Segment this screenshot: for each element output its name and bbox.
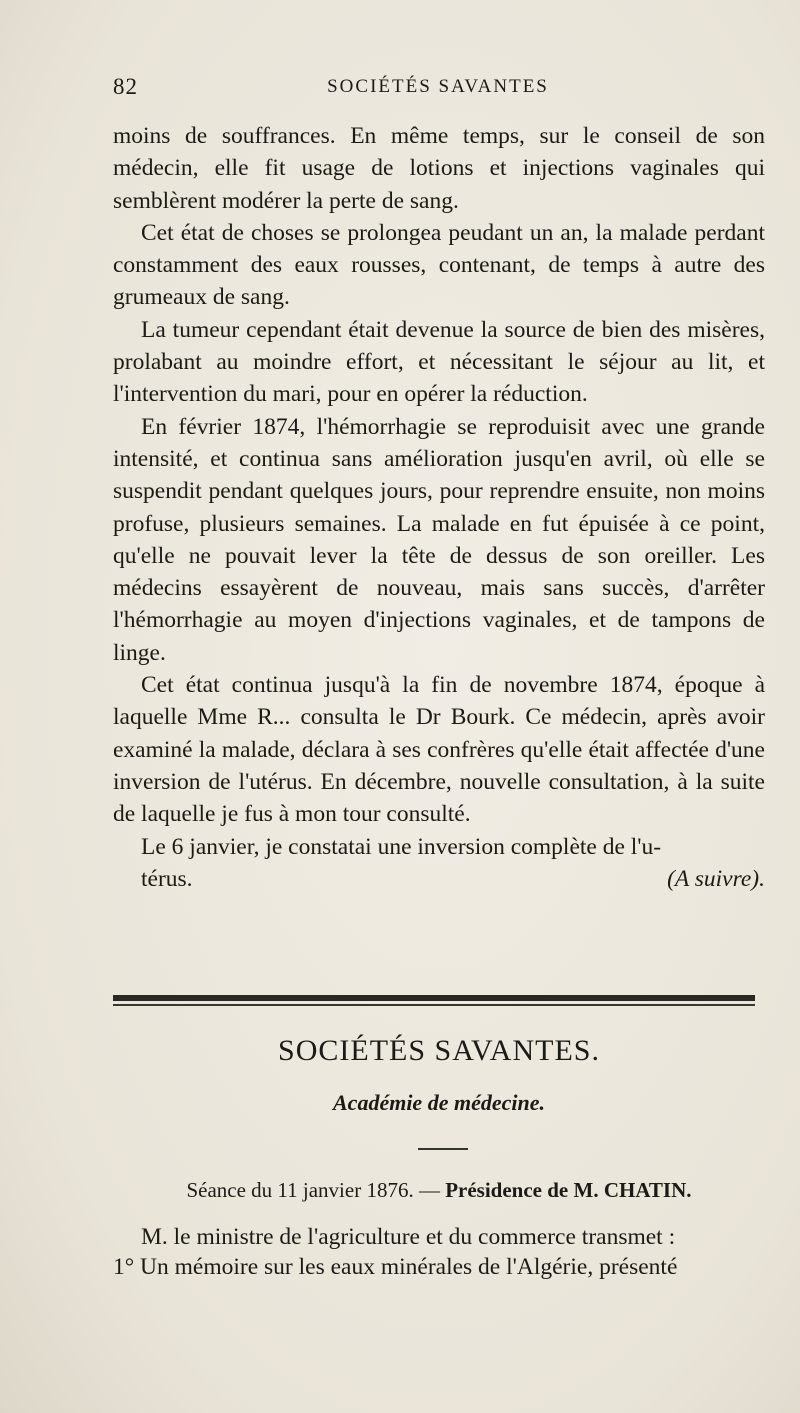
- short-divider: [418, 1148, 468, 1150]
- session-body: [113, 1222, 765, 1282]
- paragraph: La tumeur cependant était devenue la source de bien des misères, prolabant au moindre effort, et nécessitant le séjour au lit, et l'intervention du mari, pour en opérer la réduction.: [113, 316, 765, 408]
- paragraph: En février 1874, l'hémorrhagie se reproduisit avec une grande intensité, et continua sans amélioration jusqu'en avril, où elle se suspendit pendant quelques jours, pour reprendre ensuite, non moins profuse, plusieurs semaines. La malade en fut épuisée à ce point, qu'elle ne pouvait lever la tête de dessus de son oreiller. Les médecins essayèrent de nouveau, mais sans succès, d'arrêter l'hémorrhagie au moyen d'injections vaginales, et de tampons de linge.: [113, 413, 765, 666]
- session-date: Séance du 11 janvier 1876. —: [186, 1178, 440, 1202]
- session-president: Présidence de M. CHATIN.: [445, 1178, 692, 1202]
- running-title: SOCIÉTÉS SAVANTES: [327, 76, 549, 97]
- paragraph: Le 6 janvier, je constatai une inversion complète de l'u-: [141, 833, 662, 860]
- article-body: [113, 120, 765, 895]
- list-item: 1° Un mémoire sur les eaux minérales de l'Algérie, présenté: [113, 1254, 678, 1280]
- paragraph-ending: [113, 863, 765, 895]
- page-header: [113, 74, 763, 104]
- paragraph: Cet état continua jusqu'à la fin de novembre 1874, époque à laquelle Mme R... consulta le Dr Bourk. Ce médecin, après avoir examiné la malade, déclara à ses confrères qu'elle était affectée d'une inversion de l'utérus. En décembre, nouvelle consultation, à la suite de laquelle je fus à mon tour consulté.: [113, 672, 765, 828]
- to-be-continued: (A suivre).: [667, 865, 765, 892]
- paragraph: M. le ministre de l'agriculture et du commerce transmet :: [141, 1224, 676, 1250]
- section-title: SOCIÉTÉS SAVANTES.: [278, 1034, 600, 1067]
- session-line: [113, 1178, 765, 1203]
- section-subtitle: Académie de médecine.: [333, 1090, 545, 1115]
- section-divider-thin: [113, 1004, 755, 1006]
- paragraph: moins de souffrances. En même temps, sur le conseil de son médecin, elle fit usage de lotions et injections vaginales qui semblèrent modérer la perte de sang.: [113, 123, 765, 214]
- section-divider: [113, 995, 755, 1001]
- paragraph: Cet état de choses se prolongea peudant un an, la malade perdant constamment des eaux rousses, contenant, de temps à autre des grumeaux de sang.: [113, 219, 765, 311]
- page-number: 82: [113, 74, 138, 99]
- paragraph-end-text: térus.: [141, 865, 193, 892]
